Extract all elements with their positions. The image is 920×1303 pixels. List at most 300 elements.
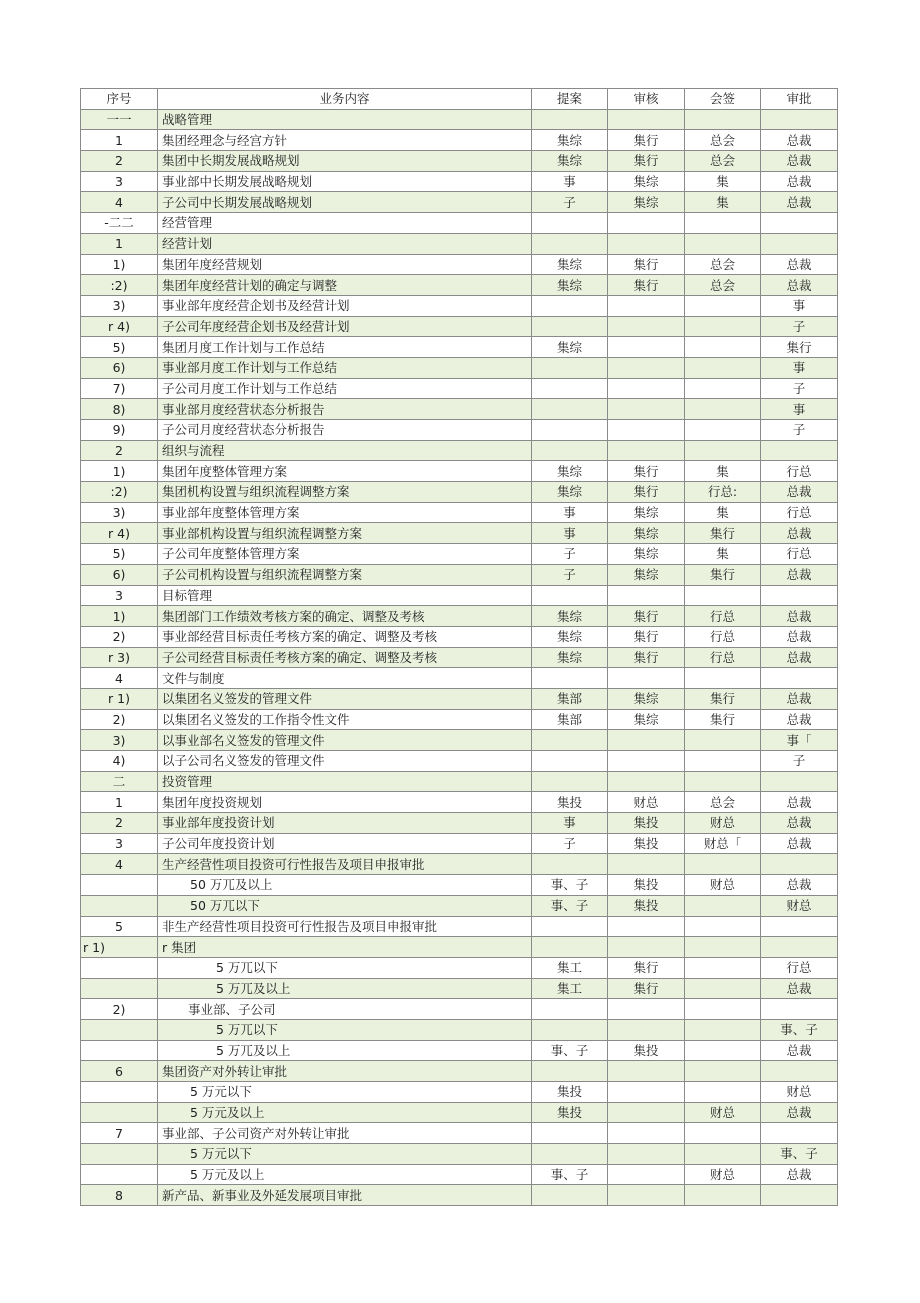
- approve-cell: 行总: [761, 461, 838, 482]
- review-cell: 集行: [608, 647, 685, 668]
- seq-cell: 5): [81, 544, 158, 565]
- countersign-cell: 集: [685, 502, 761, 523]
- review-cell: [608, 916, 685, 937]
- propose-cell: [532, 771, 608, 792]
- seq-cell: 一一: [81, 109, 158, 130]
- countersign-cell: 总会: [685, 130, 761, 151]
- table-row: [81, 792, 838, 813]
- propose-cell: [532, 937, 608, 958]
- business-cell: 5 万兀及以上: [158, 1040, 532, 1061]
- review-cell: [608, 668, 685, 689]
- approve-cell: 事、子: [761, 1144, 838, 1165]
- countersign-cell: [685, 957, 761, 978]
- table-row: [81, 295, 838, 316]
- approve-cell: 财总: [761, 895, 838, 916]
- review-cell: 集投: [608, 875, 685, 896]
- propose-cell: 集综: [532, 606, 608, 627]
- business-cell: 以子公司名义签发的管理文件: [158, 751, 532, 772]
- approve-cell: 子: [761, 751, 838, 772]
- review-cell: 集综: [608, 192, 685, 213]
- propose-cell: 事、子: [532, 895, 608, 916]
- propose-cell: 集综: [532, 337, 608, 358]
- approve-cell: 总裁: [761, 792, 838, 813]
- propose-cell: [532, 440, 608, 461]
- propose-cell: 集综: [532, 151, 608, 172]
- countersign-cell: 行总: [685, 606, 761, 627]
- seq-cell: 5: [81, 916, 158, 937]
- table-row: [81, 647, 838, 668]
- countersign-cell: [685, 440, 761, 461]
- propose-cell: [532, 854, 608, 875]
- review-cell: 集行: [608, 151, 685, 172]
- review-cell: [608, 1185, 685, 1206]
- countersign-cell: [685, 316, 761, 337]
- countersign-cell: 财总: [685, 1164, 761, 1185]
- table-row: [81, 585, 838, 606]
- review-cell: [608, 999, 685, 1020]
- propose-cell: 事、子: [532, 1164, 608, 1185]
- seq-cell: r 4): [81, 523, 158, 544]
- review-cell: 集综: [608, 709, 685, 730]
- review-cell: 集行: [608, 461, 685, 482]
- countersign-cell: [685, 337, 761, 358]
- approve-cell: 集行: [761, 337, 838, 358]
- business-cell: 非生产经营性项目投资可行性报告及项目申报审批: [158, 916, 532, 937]
- approve-cell: 行总: [761, 544, 838, 565]
- seq-cell: r 4): [81, 316, 158, 337]
- review-cell: [608, 1164, 685, 1185]
- propose-cell: [532, 1144, 608, 1165]
- countersign-cell: [685, 295, 761, 316]
- seq-cell: 6: [81, 1061, 158, 1082]
- business-cell: 以集团名义签发的管理文件: [158, 688, 532, 709]
- seq-cell: r 1): [81, 937, 158, 958]
- propose-cell: [532, 1019, 608, 1040]
- table-row: [81, 999, 838, 1020]
- approve-cell: 总裁: [761, 626, 838, 647]
- propose-cell: [532, 999, 608, 1020]
- business-cell: 事业部月度工作计划与工作总结: [158, 357, 532, 378]
- propose-cell: [532, 357, 608, 378]
- propose-cell: 集综: [532, 130, 608, 151]
- propose-cell: 集部: [532, 709, 608, 730]
- seq-cell: 3: [81, 585, 158, 606]
- business-cell: 新产品、新事业及外延发展项目审批: [158, 1185, 532, 1206]
- seq-cell: [81, 1164, 158, 1185]
- countersign-cell: 财总: [685, 1102, 761, 1123]
- seq-cell: [81, 1082, 158, 1103]
- business-cell: 战略管理: [158, 109, 532, 130]
- table-row: [81, 233, 838, 254]
- propose-cell: 事: [532, 502, 608, 523]
- approval-authority-table: [80, 88, 838, 1206]
- header-propose: 提案: [532, 89, 608, 110]
- propose-cell: 集综: [532, 626, 608, 647]
- seq-cell: 1: [81, 792, 158, 813]
- review-cell: 集行: [608, 254, 685, 275]
- business-cell: 5 万元以下: [158, 1082, 532, 1103]
- review-cell: [608, 357, 685, 378]
- approve-cell: [761, 999, 838, 1020]
- approve-cell: 总裁: [761, 275, 838, 296]
- countersign-cell: [685, 233, 761, 254]
- countersign-cell: 行总: [685, 647, 761, 668]
- approve-cell: [761, 854, 838, 875]
- seq-cell: 4: [81, 668, 158, 689]
- review-cell: [608, 585, 685, 606]
- review-cell: 集综: [608, 544, 685, 565]
- business-cell: 子公司年度经营企划书及经营计划: [158, 316, 532, 337]
- review-cell: 集行: [608, 482, 685, 503]
- seq-cell: [81, 1102, 158, 1123]
- business-cell: 子公司年度整体管理方案: [158, 544, 532, 565]
- table-row: [81, 937, 838, 958]
- table-row: [81, 751, 838, 772]
- table-row: [81, 813, 838, 834]
- business-cell: 集团年度经营规划: [158, 254, 532, 275]
- propose-cell: [532, 730, 608, 751]
- countersign-cell: 总会: [685, 254, 761, 275]
- countersign-cell: [685, 420, 761, 441]
- review-cell: [608, 1019, 685, 1040]
- propose-cell: 子: [532, 192, 608, 213]
- countersign-cell: [685, 1185, 761, 1206]
- table-row: [81, 978, 838, 999]
- table-row: [81, 1144, 838, 1165]
- countersign-cell: 财总: [685, 813, 761, 834]
- approve-cell: 总裁: [761, 482, 838, 503]
- review-cell: 集综: [608, 502, 685, 523]
- table-row: [81, 482, 838, 503]
- table-row: [81, 502, 838, 523]
- approve-cell: 总裁: [761, 647, 838, 668]
- business-cell: 子公司月度经营状态分析报告: [158, 420, 532, 441]
- review-cell: 集投: [608, 833, 685, 854]
- table-row: [81, 357, 838, 378]
- seq-cell: 8: [81, 1185, 158, 1206]
- seq-cell: 9): [81, 420, 158, 441]
- business-cell: 事业部年度经营企划书及经营计划: [158, 295, 532, 316]
- business-cell: 事业部经营目标责任考核方案的确定、调整及考核: [158, 626, 532, 647]
- business-cell: 经营管理: [158, 213, 532, 234]
- table-row: [81, 668, 838, 689]
- propose-cell: 集综: [532, 647, 608, 668]
- business-cell: 目标管理: [158, 585, 532, 606]
- business-cell: r 集团: [158, 937, 532, 958]
- table-row: [81, 213, 838, 234]
- review-cell: [608, 854, 685, 875]
- countersign-cell: 集: [685, 544, 761, 565]
- review-cell: [608, 1144, 685, 1165]
- propose-cell: [532, 668, 608, 689]
- approve-cell: 总裁: [761, 192, 838, 213]
- propose-cell: [532, 378, 608, 399]
- business-cell: 子公司中长期发展战略规划: [158, 192, 532, 213]
- seq-cell: -二二: [81, 213, 158, 234]
- countersign-cell: 集: [685, 192, 761, 213]
- business-cell: 集团年度经营计划的确定与调整: [158, 275, 532, 296]
- table-body: [81, 109, 838, 1205]
- table-row: [81, 523, 838, 544]
- table-row: [81, 833, 838, 854]
- business-cell: 子公司机构设置与组织流程调整方案: [158, 564, 532, 585]
- business-cell: 50 万兀以下: [158, 895, 532, 916]
- seq-cell: r 3): [81, 647, 158, 668]
- review-cell: [608, 213, 685, 234]
- review-cell: [608, 1123, 685, 1144]
- propose-cell: [532, 316, 608, 337]
- table-row: [81, 399, 838, 420]
- propose-cell: 集投: [532, 1102, 608, 1123]
- approve-cell: 总裁: [761, 1102, 838, 1123]
- approve-cell: 行总: [761, 957, 838, 978]
- business-cell: 5 万元以下: [158, 1144, 532, 1165]
- approve-cell: 总裁: [761, 688, 838, 709]
- propose-cell: [532, 1185, 608, 1206]
- countersign-cell: 集行: [685, 688, 761, 709]
- business-cell: 事业部月度经营状态分析报告: [158, 399, 532, 420]
- approve-cell: [761, 1061, 838, 1082]
- propose-cell: 子: [532, 544, 608, 565]
- propose-cell: 事: [532, 813, 608, 834]
- review-cell: [608, 337, 685, 358]
- countersign-cell: 总会: [685, 275, 761, 296]
- countersign-cell: 总会: [685, 792, 761, 813]
- seq-cell: [81, 1040, 158, 1061]
- approve-cell: [761, 771, 838, 792]
- table-row: [81, 895, 838, 916]
- propose-cell: [532, 233, 608, 254]
- propose-cell: 事: [532, 171, 608, 192]
- countersign-cell: 行总:: [685, 482, 761, 503]
- approve-cell: 子: [761, 420, 838, 441]
- approve-cell: 总裁: [761, 254, 838, 275]
- seq-cell: 8): [81, 399, 158, 420]
- business-cell: 5 万元及以上: [158, 1164, 532, 1185]
- approve-cell: 子: [761, 378, 838, 399]
- business-cell: 文件与制度: [158, 668, 532, 689]
- business-cell: 5 万兀及以上: [158, 978, 532, 999]
- seq-cell: 3): [81, 502, 158, 523]
- approve-cell: 总裁: [761, 606, 838, 627]
- propose-cell: [532, 420, 608, 441]
- review-cell: 集行: [608, 275, 685, 296]
- review-cell: 集投: [608, 1040, 685, 1061]
- seq-cell: [81, 978, 158, 999]
- header-seq: 序号: [81, 89, 158, 110]
- review-cell: [608, 378, 685, 399]
- header-business: 业务内容: [158, 89, 532, 110]
- countersign-cell: [685, 937, 761, 958]
- review-cell: 集行: [608, 957, 685, 978]
- seq-cell: 1: [81, 130, 158, 151]
- countersign-cell: 行总: [685, 626, 761, 647]
- propose-cell: [532, 399, 608, 420]
- seq-cell: 2: [81, 440, 158, 461]
- countersign-cell: [685, 1082, 761, 1103]
- table-row: [81, 151, 838, 172]
- table-row: [81, 730, 838, 751]
- seq-cell: [81, 875, 158, 896]
- table-row: [81, 378, 838, 399]
- business-cell: 集团中长期发展战略规划: [158, 151, 532, 172]
- business-cell: 事业部、子公司: [158, 999, 532, 1020]
- approve-cell: 总裁: [761, 171, 838, 192]
- propose-cell: 集综: [532, 482, 608, 503]
- review-cell: [608, 1061, 685, 1082]
- approve-cell: 财总: [761, 1082, 838, 1103]
- review-cell: [608, 751, 685, 772]
- review-cell: [608, 937, 685, 958]
- business-cell: 集团月度工作计划与工作总结: [158, 337, 532, 358]
- review-cell: [608, 730, 685, 751]
- review-cell: 集投: [608, 813, 685, 834]
- propose-cell: [532, 213, 608, 234]
- countersign-cell: [685, 916, 761, 937]
- seq-cell: r 1): [81, 688, 158, 709]
- propose-cell: [532, 295, 608, 316]
- review-cell: 集行: [608, 626, 685, 647]
- approve-cell: 总裁: [761, 833, 838, 854]
- propose-cell: [532, 751, 608, 772]
- header-approve: 审批: [761, 89, 838, 110]
- review-cell: [608, 109, 685, 130]
- business-cell: 5 万兀以下: [158, 957, 532, 978]
- approve-cell: [761, 233, 838, 254]
- seq-cell: 3): [81, 295, 158, 316]
- countersign-cell: 财总: [685, 875, 761, 896]
- propose-cell: 子: [532, 833, 608, 854]
- seq-cell: 2: [81, 151, 158, 172]
- propose-cell: 集投: [532, 1082, 608, 1103]
- table-row: [81, 1185, 838, 1206]
- countersign-cell: [685, 357, 761, 378]
- seq-cell: [81, 1144, 158, 1165]
- approve-cell: 总裁: [761, 875, 838, 896]
- propose-cell: 集工: [532, 957, 608, 978]
- seq-cell: 1): [81, 606, 158, 627]
- business-cell: 事业部年度整体管理方案: [158, 502, 532, 523]
- review-cell: [608, 295, 685, 316]
- approve-cell: [761, 937, 838, 958]
- seq-cell: 2): [81, 626, 158, 647]
- countersign-cell: [685, 978, 761, 999]
- business-cell: 事业部机构设置与组织流程调整方案: [158, 523, 532, 544]
- approve-cell: 总裁: [761, 151, 838, 172]
- table-row: [81, 275, 838, 296]
- approve-cell: 总裁: [761, 1164, 838, 1185]
- table-row: [81, 254, 838, 275]
- approve-cell: [761, 1185, 838, 1206]
- propose-cell: 集综: [532, 254, 608, 275]
- review-cell: 集综: [608, 171, 685, 192]
- business-cell: 子公司经营目标责任考核方案的确定、调整及考核: [158, 647, 532, 668]
- approve-cell: 总裁: [761, 130, 838, 151]
- countersign-cell: [685, 668, 761, 689]
- approve-cell: 事: [761, 295, 838, 316]
- table-row: [81, 916, 838, 937]
- propose-cell: [532, 1061, 608, 1082]
- business-cell: 集团机构设置与组织流程调整方案: [158, 482, 532, 503]
- countersign-cell: 财总「: [685, 833, 761, 854]
- seq-cell: 4): [81, 751, 158, 772]
- seq-cell: 6): [81, 357, 158, 378]
- propose-cell: 事、子: [532, 1040, 608, 1061]
- seq-cell: [81, 895, 158, 916]
- table-row: [81, 544, 838, 565]
- table-row: [81, 1123, 838, 1144]
- review-cell: 集投: [608, 895, 685, 916]
- review-cell: [608, 1082, 685, 1103]
- table-row: [81, 606, 838, 627]
- business-cell: 事业部年度投资计划: [158, 813, 532, 834]
- approve-cell: [761, 585, 838, 606]
- countersign-cell: 集: [685, 171, 761, 192]
- business-cell: 组织与流程: [158, 440, 532, 461]
- seq-cell: 1): [81, 254, 158, 275]
- table-row: [81, 1061, 838, 1082]
- table-row: [81, 688, 838, 709]
- review-cell: 财总: [608, 792, 685, 813]
- propose-cell: 集部: [532, 688, 608, 709]
- business-cell: 5 万兀以下: [158, 1019, 532, 1040]
- review-cell: 集综: [608, 523, 685, 544]
- countersign-cell: [685, 771, 761, 792]
- countersign-cell: [685, 1144, 761, 1165]
- approve-cell: 总裁: [761, 564, 838, 585]
- countersign-cell: 总会: [685, 151, 761, 172]
- approve-cell: 事、子: [761, 1019, 838, 1040]
- review-cell: 集综: [608, 564, 685, 585]
- propose-cell: 集工: [532, 978, 608, 999]
- approve-cell: [761, 109, 838, 130]
- countersign-cell: 集行: [685, 523, 761, 544]
- table-row: [81, 171, 838, 192]
- header-review: 审核: [608, 89, 685, 110]
- table-row: [81, 130, 838, 151]
- seq-cell: :2): [81, 275, 158, 296]
- seq-cell: 7): [81, 378, 158, 399]
- propose-cell: 集综: [532, 275, 608, 296]
- countersign-cell: [685, 895, 761, 916]
- table-row: [81, 337, 838, 358]
- countersign-cell: [685, 730, 761, 751]
- business-cell: 5 万元及以上: [158, 1102, 532, 1123]
- approve-cell: 事「: [761, 730, 838, 751]
- business-cell: 集团年度整体管理方案: [158, 461, 532, 482]
- approve-cell: 事: [761, 357, 838, 378]
- business-cell: 子公司月度工作计划与工作总结: [158, 378, 532, 399]
- business-cell: 以事业部名义签发的管理文件: [158, 730, 532, 751]
- seq-cell: [81, 1019, 158, 1040]
- seq-cell: 二: [81, 771, 158, 792]
- review-cell: 集行: [608, 130, 685, 151]
- countersign-cell: [685, 1061, 761, 1082]
- table-row: [81, 109, 838, 130]
- seq-cell: 2: [81, 813, 158, 834]
- approve-cell: 总裁: [761, 813, 838, 834]
- seq-cell: [81, 957, 158, 978]
- propose-cell: 子: [532, 564, 608, 585]
- approve-cell: 行总: [761, 502, 838, 523]
- seq-cell: 7: [81, 1123, 158, 1144]
- business-cell: 集团资产对外转让审批: [158, 1061, 532, 1082]
- review-cell: 集综: [608, 688, 685, 709]
- business-cell: 投资管理: [158, 771, 532, 792]
- propose-cell: [532, 585, 608, 606]
- countersign-cell: [685, 399, 761, 420]
- countersign-cell: [685, 1123, 761, 1144]
